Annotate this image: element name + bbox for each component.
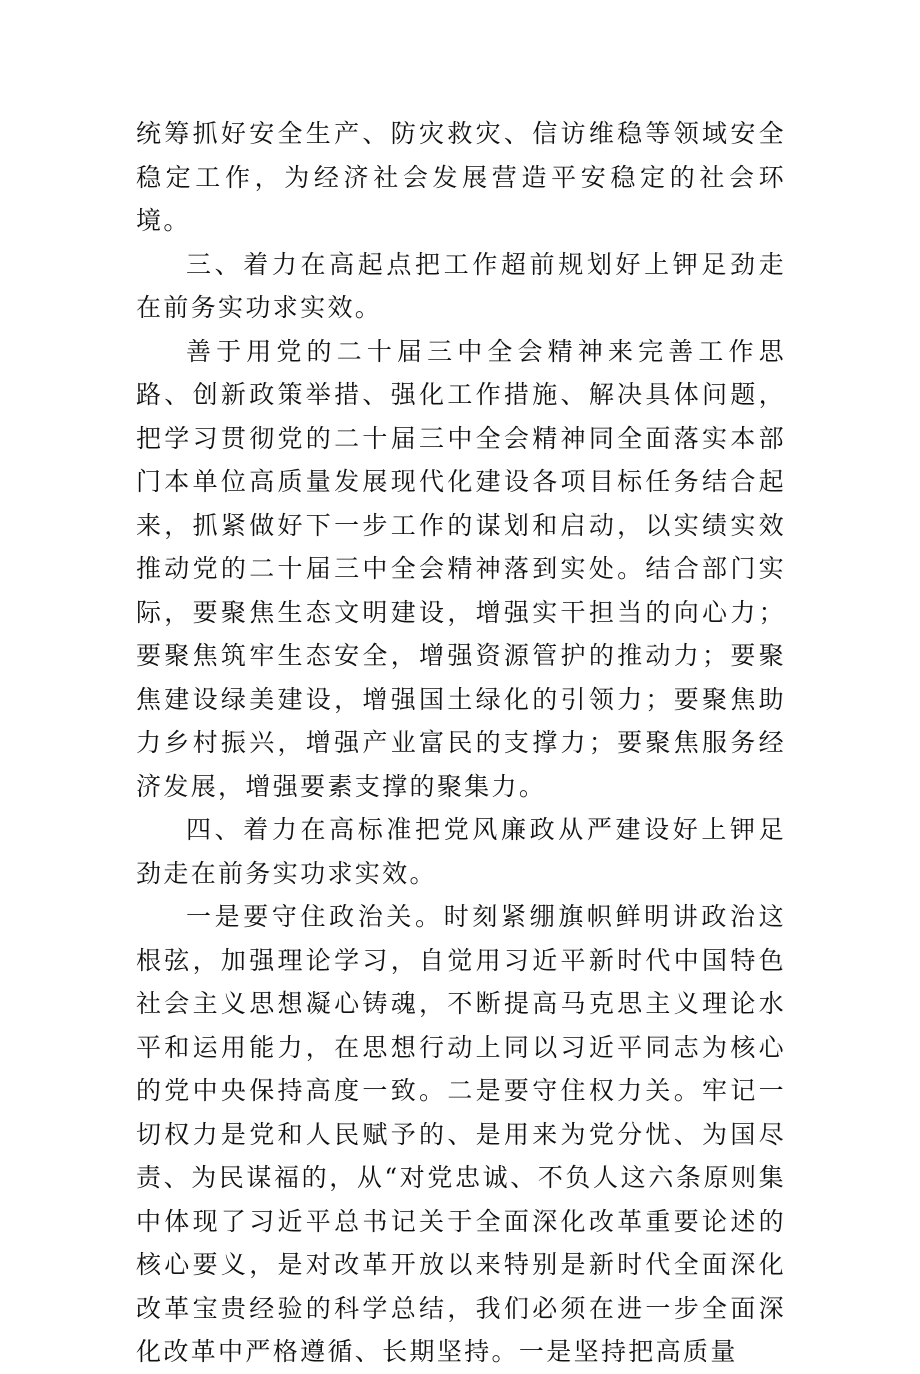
paragraph-continuation: 统筹抓好安全生产、防灾救灾、信访维稳等领域安全稳定工作，为经济社会发展营造平安稳定的社会环境。 (136, 119, 786, 235)
paragraph-body: 善于用党的二十届三中全会精神来完善工作思路、创新政策举措、强化工作措施、解决具体问题，把学习贯彻党的二十届三中全会精神同全面落实本部门本单位高质量发展现代化建设各项目标任务结合起来，抓紧做好下一步工作的谋划和启动，以实绩实效推动党的二十届三中全会精神落到实处。结合部门实际，要聚焦生态文明建设，增强实干担当的向心力；要聚焦筑牢生态安全，增强资源管护的推动力；要聚焦建设绿美建设，增强国土绿化的引领力；要聚焦助力乡村振兴，增强产业富民的支撑力；要聚焦服务经济发展，增强要素支撑的聚集力。 (136, 336, 786, 801)
paragraph-body: 一是要守住政治关。时刻紧绷旗帜鲜明讲政治这根弦，加强理论学习，自觉用习近平新时代中国特色社会主义思想凝心铸魂，不断提高马克思主义理论水平和运用能力，在思想行动上同以习近平同志为核心的党中央保持高度一致。二是要守住权力关。牢记一切权力是党和人民赋予的、是用来为党分忧、为国尽责、为民谋福的，从“对党忠诚、不负人这六条原则集中体现了习近平总书记关于全面深化改革重要论述的核心要义，是对改革开放以来特别是新时代全面深化改革宝贵经验的科学总结，我们必须在进一步全面深化改革中严格遵循、长期坚持。一是坚持把高质量 (136, 902, 786, 1366)
section-heading-four: 四、着力在高标准把党风廉政从严建设好上钾足劲走在前务实功求实效。 (136, 815, 786, 888)
section-heading-three: 三、着力在高起点把工作超前规划好上钾足劲走在前务实功求实效。 (136, 249, 786, 322)
document-body (136, 112, 786, 1374)
